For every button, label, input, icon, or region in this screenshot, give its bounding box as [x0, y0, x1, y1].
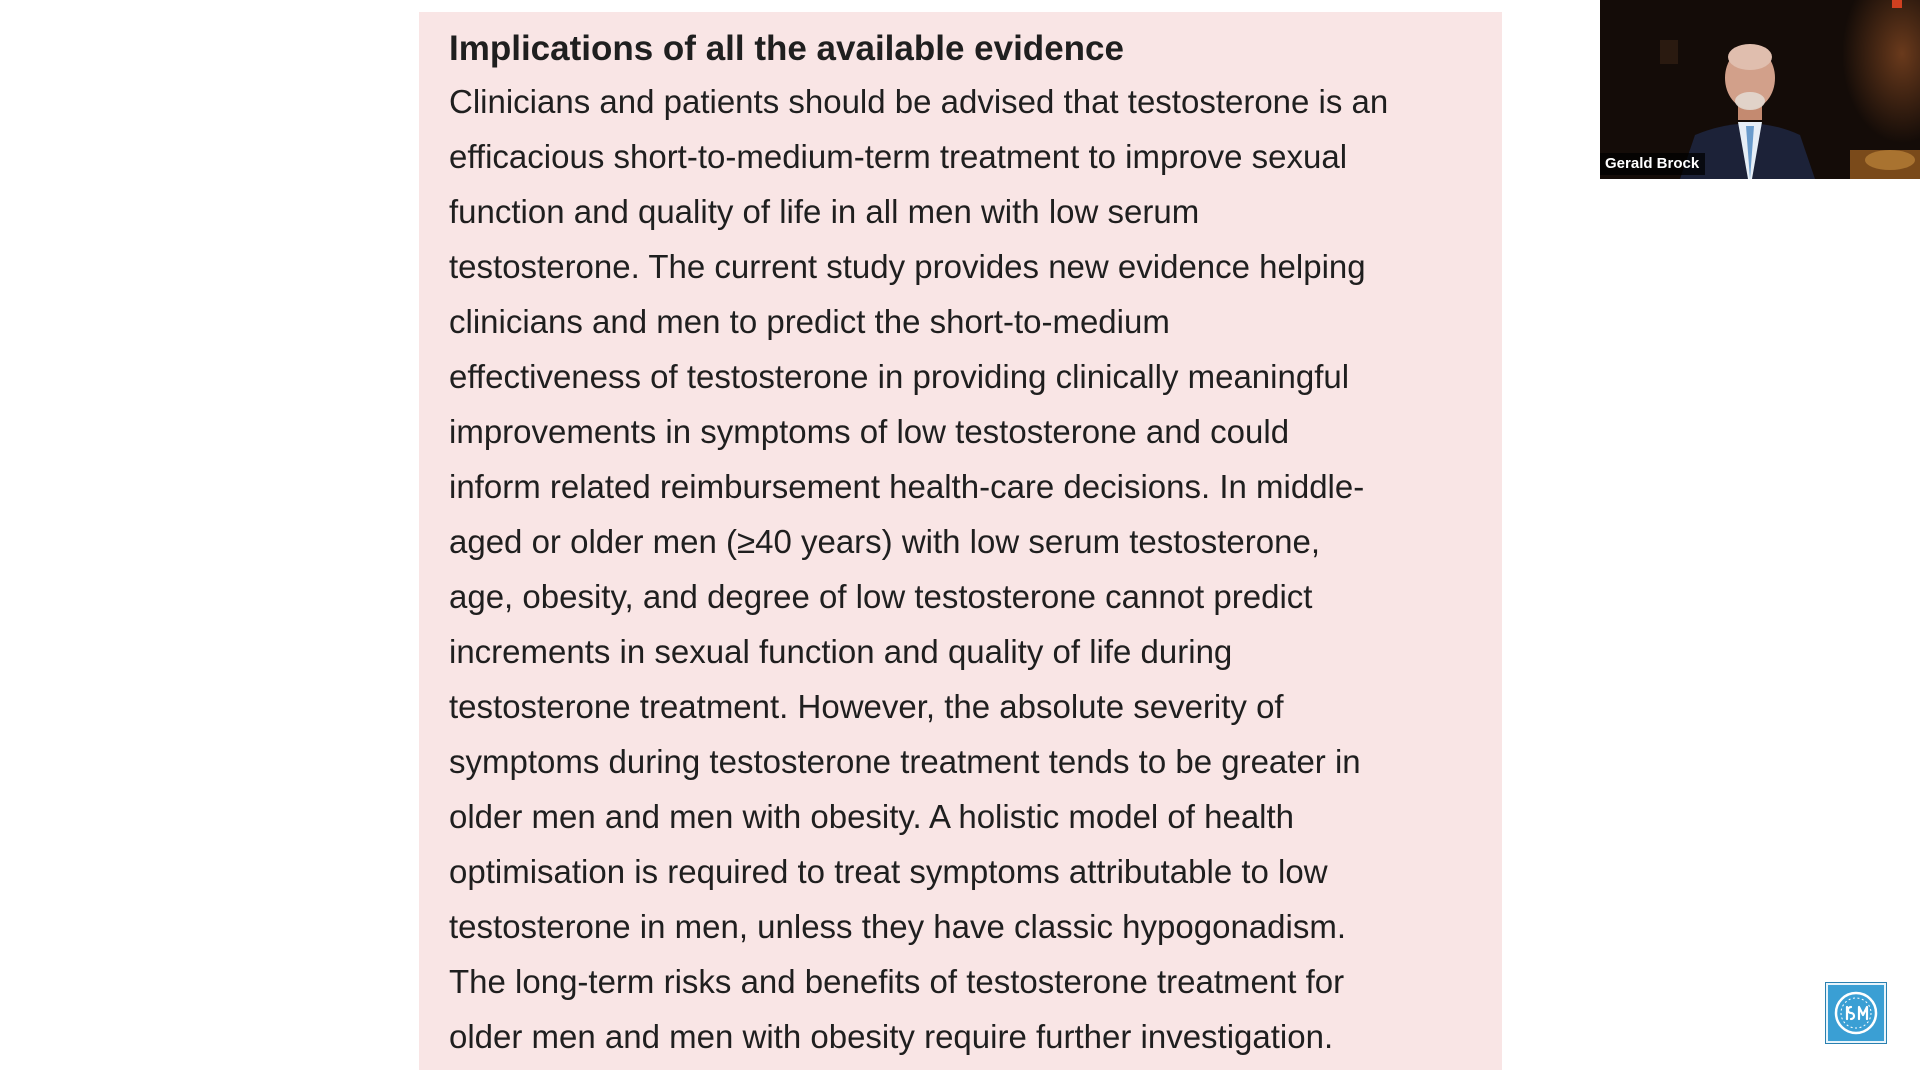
participant-name-label: Gerald Brock [1600, 153, 1705, 175]
slide-line: testosterone treatment. However, the absolute severity of [449, 688, 1284, 725]
presentation-slide [419, 12, 1502, 1070]
issm-logo-icon[interactable] [1826, 983, 1886, 1043]
logo-emblem [1828, 985, 1884, 1041]
slide-line: symptoms during testosterone treatment tends to be greater in [449, 743, 1361, 780]
slide-line: optimisation is required to treat symptoms attributable to low [449, 853, 1328, 890]
slide-line: Clinicians and patients should be advised that testosterone is an [449, 83, 1389, 120]
slide-line: older men and men with obesity. A holistic model of health [449, 798, 1295, 835]
slide-line: efficacious short-to-medium-term treatment to improve sexual [449, 138, 1348, 175]
slide-line: inform related reimbursement health-care decisions. In middle- [449, 468, 1365, 505]
slide-line: clinicians and men to predict the short-to-medium [449, 303, 1170, 340]
slide-line: function and quality of life in all men with low serum [449, 193, 1200, 230]
slide-line: aged or older men (≥40 years) with low serum testosterone, [449, 523, 1321, 560]
slide-heading: Implications of all the available evidence [449, 29, 1124, 68]
slide-line: older men and men with obesity require further investigation. [449, 1018, 1334, 1055]
slide-line: testosterone in men, unless they have classic hypogonadism. [449, 908, 1346, 945]
slide-line: testosterone. The current study provides new evidence helping [449, 248, 1366, 285]
slide-line: age, obesity, and degree of low testosterone cannot predict [449, 578, 1313, 615]
slide-line: increments in sexual function and quality of life during [449, 633, 1233, 670]
slide-line: effectiveness of testosterone in providing clinically meaningful [449, 358, 1350, 395]
slide-line: improvements in symptoms of low testosterone and could [449, 413, 1290, 450]
slide-body [449, 74, 1484, 1064]
participant-video-tile[interactable] [1600, 0, 1920, 179]
slide-line: The long-term risks and benefits of testosterone treatment for [449, 963, 1345, 1000]
